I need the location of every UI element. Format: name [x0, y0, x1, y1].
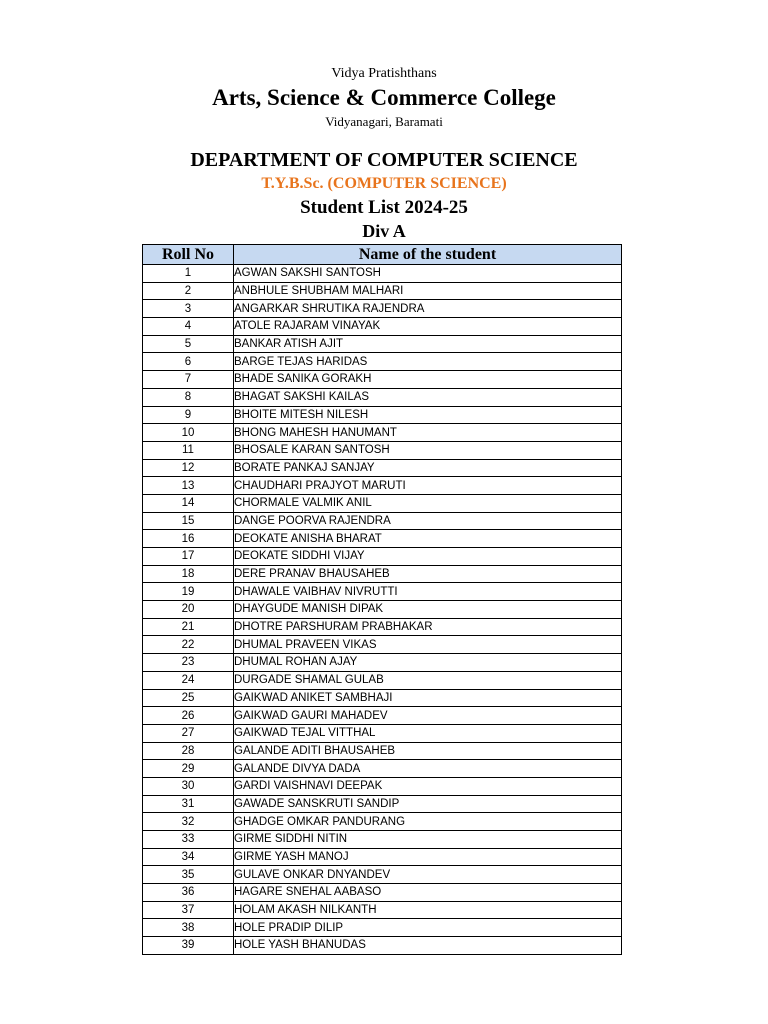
table-row	[143, 441, 622, 459]
student-name-cell: BHAGAT SAKSHI KAILAS	[234, 388, 622, 406]
roll-number-cell: 22	[143, 636, 234, 654]
class-title: T.Y.B.Sc. (COMPUTER SCIENCE)	[261, 175, 507, 192]
table-row	[143, 636, 622, 654]
table-header-row	[143, 245, 622, 265]
table-row	[143, 901, 622, 919]
student-name-cell: HOLE YASH BHANUDAS	[234, 937, 622, 955]
roll-number-cell: 4	[143, 318, 234, 336]
student-name-cell: HOLE PRADIP DILIP	[234, 919, 622, 937]
student-name-cell: ANGARKAR SHRUTIKA RAJENDRA	[234, 300, 622, 318]
student-name-cell: GALANDE DIVYA DADA	[234, 760, 622, 778]
roll-number-cell: 19	[143, 583, 234, 601]
roll-number-cell: 7	[143, 371, 234, 389]
roll-number-cell: 23	[143, 654, 234, 672]
roll-number-cell: 25	[143, 689, 234, 707]
student-name-cell: GARDI VAISHNAVI DEEPAK	[234, 777, 622, 795]
student-name-cell: BANKAR ATISH AJIT	[234, 335, 622, 353]
roll-number-cell: 32	[143, 813, 234, 831]
student-name-cell: GIRME YASH MANOJ	[234, 848, 622, 866]
roll-number-cell: 13	[143, 477, 234, 495]
table-row	[143, 654, 622, 672]
student-name-cell: GAIKWAD ANIKET SAMBHAJI	[234, 689, 622, 707]
roll-number-cell: 2	[143, 282, 234, 300]
student-name-cell: GHADGE OMKAR PANDURANG	[234, 813, 622, 831]
roll-number-cell: 36	[143, 884, 234, 902]
table-row	[143, 795, 622, 813]
table-row	[143, 424, 622, 442]
student-name-cell: ANBHULE SHUBHAM MALHARI	[234, 282, 622, 300]
student-name-cell: HOLAM AKASH NILKANTH	[234, 901, 622, 919]
student-name-header: Name of the student	[234, 245, 622, 265]
student-name-cell: GULAVE ONKAR DNYANDEV	[234, 866, 622, 884]
table-row	[143, 530, 622, 548]
roll-number-cell: 16	[143, 530, 234, 548]
roll-number-cell: 9	[143, 406, 234, 424]
college-location: Vidyanagari, Baramati	[325, 114, 443, 129]
roll-number-cell: 26	[143, 707, 234, 725]
roll-number-cell: 5	[143, 335, 234, 353]
table-row	[143, 548, 622, 566]
student-name-cell: BHOITE MITESH NILESH	[234, 406, 622, 424]
table-row	[143, 583, 622, 601]
table-body	[143, 265, 622, 955]
student-name-cell: BARGE TEJAS HARIDAS	[234, 353, 622, 371]
table-row	[143, 707, 622, 725]
roll-number-cell: 6	[143, 353, 234, 371]
student-name-cell: GAIKWAD TEJAL VITTHAL	[234, 724, 622, 742]
table-row	[143, 494, 622, 512]
student-name-cell: GALANDE ADITI BHAUSAHEB	[234, 742, 622, 760]
table-row	[143, 671, 622, 689]
table-row	[143, 477, 622, 495]
table-row	[143, 265, 622, 283]
student-name-cell: DEOKATE ANISHA BHARAT	[234, 530, 622, 548]
table-row	[143, 777, 622, 795]
student-name-cell: BHOSALE KARAN SANTOSH	[234, 441, 622, 459]
table-row	[143, 831, 622, 849]
student-name-cell: ATOLE RAJARAM VINAYAK	[234, 318, 622, 336]
department-title: DEPARTMENT OF COMPUTER SCIENCE	[190, 149, 578, 171]
student-name-cell: GAIKWAD GAURI MAHADEV	[234, 707, 622, 725]
roll-number-cell: 35	[143, 866, 234, 884]
table-row	[143, 371, 622, 389]
table-row	[143, 318, 622, 336]
roll-number-cell: 31	[143, 795, 234, 813]
student-name-cell: BHADE SANIKA GORAKH	[234, 371, 622, 389]
college-name: Arts, Science & Commerce College	[212, 85, 556, 110]
roll-number-cell: 27	[143, 724, 234, 742]
table-row	[143, 300, 622, 318]
table-row	[143, 388, 622, 406]
student-name-cell: GIRME SIDDHI NITIN	[234, 831, 622, 849]
roll-number-cell: 10	[143, 424, 234, 442]
roll-number-cell: 17	[143, 548, 234, 566]
student-name-cell: DHUMAL PRAVEEN VIKAS	[234, 636, 622, 654]
student-name-cell: BORATE PANKAJ SANJAY	[234, 459, 622, 477]
student-name-cell: BHONG MAHESH HANUMANT	[234, 424, 622, 442]
table-row	[143, 335, 622, 353]
table-row	[143, 884, 622, 902]
roll-number-cell: 30	[143, 777, 234, 795]
student-name-cell: DHOTRE PARSHURAM PRABHAKAR	[234, 618, 622, 636]
roll-number-cell: 15	[143, 512, 234, 530]
student-table	[142, 244, 622, 955]
table-row	[143, 689, 622, 707]
roll-number-cell: 24	[143, 671, 234, 689]
student-name-cell: DHUMAL ROHAN AJAY	[234, 654, 622, 672]
student-name-cell: HAGARE SNEHAL AABASO	[234, 884, 622, 902]
roll-no-header: Roll No	[143, 245, 234, 265]
roll-number-cell: 11	[143, 441, 234, 459]
table-row	[143, 848, 622, 866]
trust-name: Vidya Pratishthans	[331, 66, 437, 81]
student-name-cell: CHAUDHARI PRAJYOT MARUTI	[234, 477, 622, 495]
table-row	[143, 512, 622, 530]
roll-number-cell: 28	[143, 742, 234, 760]
student-name-cell: CHORMALE VALMIK ANIL	[234, 494, 622, 512]
table-row	[143, 760, 622, 778]
student-name-cell: DANGE POORVA RAJENDRA	[234, 512, 622, 530]
table-row	[143, 406, 622, 424]
table-row	[143, 459, 622, 477]
table-row	[143, 282, 622, 300]
roll-number-cell: 21	[143, 618, 234, 636]
roll-number-cell: 39	[143, 937, 234, 955]
roll-number-cell: 20	[143, 601, 234, 619]
roll-number-cell: 14	[143, 494, 234, 512]
table-row	[143, 565, 622, 583]
roll-number-cell: 33	[143, 831, 234, 849]
roll-number-cell: 18	[143, 565, 234, 583]
table-row	[143, 866, 622, 884]
roll-number-cell: 37	[143, 901, 234, 919]
roll-number-cell: 1	[143, 265, 234, 283]
table-row	[143, 937, 622, 955]
roll-number-cell: 12	[143, 459, 234, 477]
table-row	[143, 353, 622, 371]
table-row	[143, 742, 622, 760]
student-name-cell: AGWAN SAKSHI SANTOSH	[234, 265, 622, 283]
table-row	[143, 601, 622, 619]
student-name-cell: DHAYGUDE MANISH DIPAK	[234, 601, 622, 619]
student-name-cell: DERE PRANAV BHAUSAHEB	[234, 565, 622, 583]
roll-number-cell: 29	[143, 760, 234, 778]
student-name-cell: GAWADE SANSKRUTI SANDIP	[234, 795, 622, 813]
division-title: Div A	[362, 221, 406, 241]
roll-number-cell: 38	[143, 919, 234, 937]
student-name-cell: DEOKATE SIDDHI VIJAY	[234, 548, 622, 566]
roll-number-cell: 34	[143, 848, 234, 866]
list-title: Student List 2024-25	[300, 197, 468, 218]
student-name-cell: DHAWALE VAIBHAV NIVRUTTI	[234, 583, 622, 601]
roll-number-cell: 8	[143, 388, 234, 406]
student-name-cell: DURGADE SHAMAL GULAB	[234, 671, 622, 689]
table-row	[143, 724, 622, 742]
roll-number-cell: 3	[143, 300, 234, 318]
table-row	[143, 919, 622, 937]
table-row	[143, 813, 622, 831]
table-row	[143, 618, 622, 636]
